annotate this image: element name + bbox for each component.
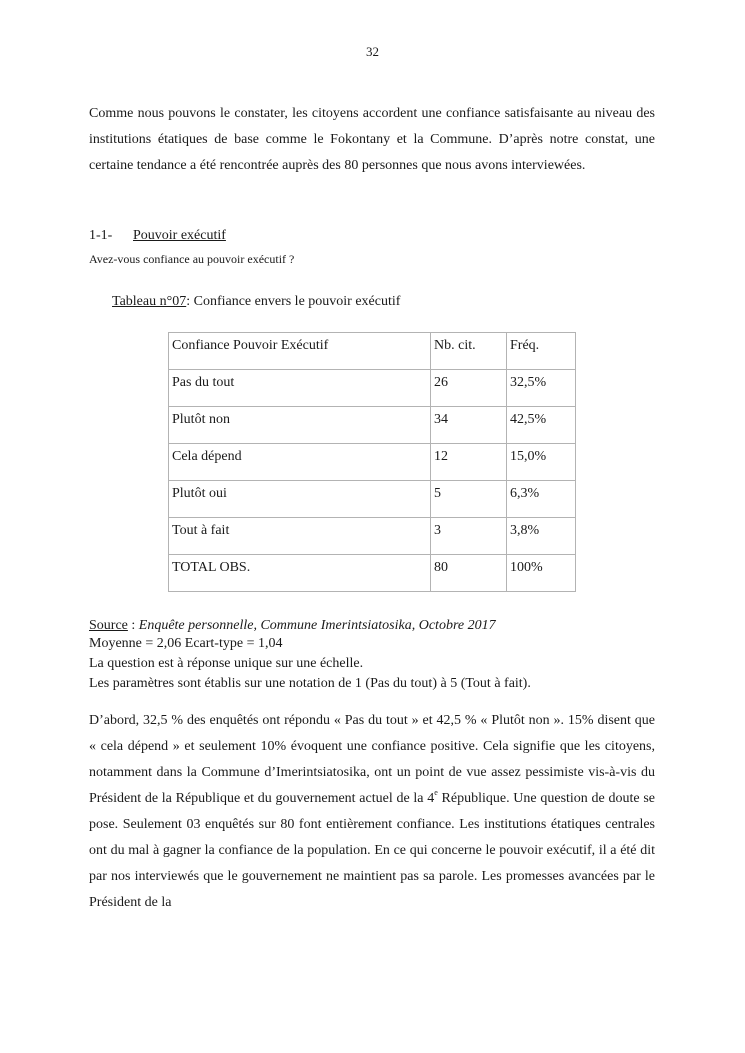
table-caption-text: : Confiance envers le pouvoir exécutif (186, 294, 401, 309)
statistics-note: Moyenne = 2,06 Ecart-type = 1,04 (89, 636, 283, 651)
section-number: 1-1- (89, 228, 113, 243)
page-number: 32 (366, 44, 379, 59)
table-cell: Tout à fait (169, 518, 431, 555)
table-cell: 3,8% (507, 518, 576, 555)
table-header-cell: Fréq. (507, 333, 576, 370)
table-header-cell: Nb. cit. (431, 333, 507, 370)
question-type-note: La question est à réponse unique sur une échelle. (89, 656, 364, 671)
table-total-row (169, 555, 576, 592)
source-text: Enquête personnelle, Commune Imerintsiatosika, Octobre 2017 (138, 618, 496, 633)
section-title: Pouvoir exécutif (133, 228, 226, 243)
table-row (169, 370, 576, 407)
analysis-paragraph (89, 708, 655, 916)
table-cell: TOTAL OBS. (169, 555, 431, 592)
table-cell: 5 (431, 481, 507, 518)
table-cell: 34 (431, 407, 507, 444)
table-cell: Cela dépend (169, 444, 431, 481)
table-cell: 32,5% (507, 370, 576, 407)
table-cell: 12 (431, 444, 507, 481)
table-cell: 26 (431, 370, 507, 407)
ordinal-superscript: e (434, 788, 438, 797)
section-heading (89, 228, 226, 244)
table-cell: 6,3% (507, 481, 576, 518)
confidence-table (168, 332, 576, 592)
table-cell: 3 (431, 518, 507, 555)
table-cell: 100% (507, 555, 576, 592)
table-row (169, 518, 576, 555)
table-cell: 42,5% (507, 407, 576, 444)
table-source (89, 616, 496, 636)
table-header-row (169, 333, 576, 370)
table-row (169, 444, 576, 481)
table-cell: Plutôt non (169, 407, 431, 444)
source-separator: : (127, 618, 139, 633)
table-header-cell: Confiance Pouvoir Exécutif (169, 333, 431, 370)
analysis-text-end: République. Une question de doute se pose. Seulement 03 enquêtés sur 80 font entièrement confiance. Les institutions étatiques centrales ont du mal à gagner la confiance de la population. En ce qui concerne le pouvoir exécutif, il a été dit par nos interviewés que le gouvernement ne maintient pas sa parole. Les promesses avancées par le Président de la (89, 791, 655, 910)
table-cell: 15,0% (507, 444, 576, 481)
table-row (169, 481, 576, 518)
table-cell: Pas du tout (169, 370, 431, 407)
table-caption (112, 294, 400, 310)
table-cell: 80 (431, 555, 507, 592)
table-cell: Plutôt oui (169, 481, 431, 518)
survey-question: Avez-vous confiance au pouvoir exécutif ? (89, 252, 295, 266)
scale-note: Les paramètres sont établis sur une notation de 1 (Pas du tout) à 5 (Tout à fait). (89, 676, 531, 691)
table-caption-label: Tableau n°07 (112, 294, 187, 309)
source-label: Source (89, 618, 128, 633)
table-row (169, 407, 576, 444)
analysis-text-start: D’abord, 32,5 % des enquêtés ont répondu « Pas du tout » et 42,5 % « Plutôt non ». 15% disent que « cela dépend » et seulement 10% évoquent une confiance positive. Cela signifie que les citoyens, notamment dans la Commune d’Imerintsiatosika, ont un point de vue assez pessimiste vis-à-vis du Président de la République et du gouvernement actuel de la 4 (89, 713, 655, 806)
intro-paragraph: Comme nous pouvons le constater, les citoyens accordent une confiance satisfaisante au niveau des institutions étatiques de base comme le Fokontany et la Commune. D’après notre constat, une certaine tendance a été rencontrée auprès des 80 personnes que nous avons interviewées. (89, 106, 655, 173)
